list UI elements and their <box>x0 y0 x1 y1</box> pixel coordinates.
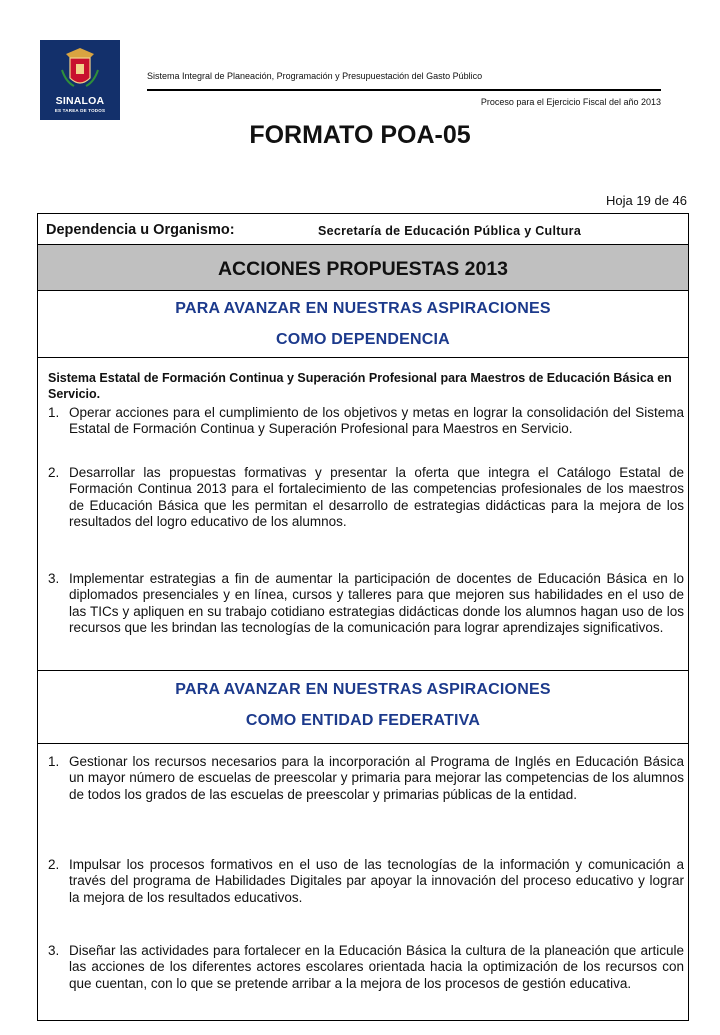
item-text: Implementar estrategias a fin de aumentar la participación de docentes de Educación Básica en lo diplomados presenciales y en línea, cursos y talleres para que mejoren sus habilidades en el uso de las TICs y apliquen en su trabajo cotidiano estrategias didácticas donde los alumnos hagan uso de los recursos que les brindan las tecnologías de la comunicación para lograr aprendizajes significativos. <box>69 571 684 636</box>
form-frame <box>37 213 689 1021</box>
list-item <box>48 465 688 531</box>
header-divider <box>147 89 661 91</box>
process-label: Proceso para el Ejercicio Fiscal del año 2013 <box>480 97 661 107</box>
item-number: 1. <box>48 754 60 769</box>
list-item <box>48 571 688 637</box>
format-title: FORMATO POA-05 <box>249 121 471 149</box>
item-number: 2. <box>48 465 60 480</box>
logo-tagline: ES TAREA DE TODOS <box>54 108 106 113</box>
item-number: 3. <box>48 571 60 586</box>
item-text: Diseñar las actividades para fortalecer en la Educación Básica la cultura de la planeación que articule las acciones de los diferentes actores escolares orientada hacia la optimización de los recursos con que cuentan, con lo que se pretende arribar a la mejora de los procesos de gestión educativa. <box>69 943 684 991</box>
list-item <box>48 754 688 803</box>
item-number: 3. <box>48 943 60 958</box>
item-text: Gestionar los recursos necesarios para la incorporación al Programa de Inglés en Educación Básica un mayor número de escuelas de preescolar y primaria para mejorar las competencias de los alumnos de todos los grados de las escuelas de preescolar y primarias públicas de la entidad. <box>69 754 684 802</box>
actions-header <box>38 245 688 291</box>
dependencia-heading <box>38 291 688 358</box>
list-item <box>48 857 688 906</box>
item-text: Operar acciones para el cumplimiento de los objetivos y metas en lograr la consolidación del Sistema Estatal de Formación Continua y Superación Profesional para Maestros en Servicio. <box>69 405 684 437</box>
entidad-heading <box>38 671 688 744</box>
entidad-actions <box>38 744 688 1021</box>
dependency-value: Secretaría de Educación Pública y Cultura <box>318 224 582 238</box>
list-item <box>48 943 688 992</box>
dependency-label: Dependencia u Organismo: <box>46 222 235 238</box>
sheet-number: Hoja 19 de 46 <box>606 193 687 208</box>
sinaloa-logo <box>40 40 120 120</box>
list-item <box>48 405 688 438</box>
entidad-heading-line1: PARA AVANZAR EN NUESTRAS ASPIRACIONES <box>175 681 551 698</box>
actions-title: ACCIONES PROPUESTAS 2013 <box>217 258 509 280</box>
item-number: 2. <box>48 857 60 872</box>
logo-name: SINALOA <box>55 95 105 107</box>
item-text: Impulsar los procesos formativos en el uso de las tecnologías de la información y comunicación a través del programa de Habilidades Digitales par apoyar la innovación del proceso educativo y lograr la mejora de los resultados educativos. <box>69 857 684 905</box>
dependencia-heading-line2: COMO DEPENDENCIA <box>276 331 450 348</box>
dependencia-actions <box>38 358 688 671</box>
dependencia-heading-line1: PARA AVANZAR EN NUESTRAS ASPIRACIONES <box>175 300 551 317</box>
entidad-heading-line2: COMO ENTIDAD FEDERATIVA <box>245 712 481 729</box>
item-number: 1. <box>48 405 60 420</box>
program-subtitle: Sistema Estatal de Formación Continua y Superación Profesional para Maestros de Educación Básica en Servicio. <box>48 371 672 401</box>
system-title: Sistema Integral de Planeación, Programación y Presupuestación del Gasto Público <box>147 71 483 81</box>
item-text: Desarrollar las propuestas formativas y presentar la oferta que integra el Catálogo Estatal de Formación Continua 2013 para el fortalecimiento de las competencias profesionales de los maestros de Educación Básica que les permitan el desarrollo de estrategias didácticas para la mejora de los resultados del logro educativo de los alumnos. <box>69 465 684 530</box>
dependency-row <box>38 214 688 245</box>
